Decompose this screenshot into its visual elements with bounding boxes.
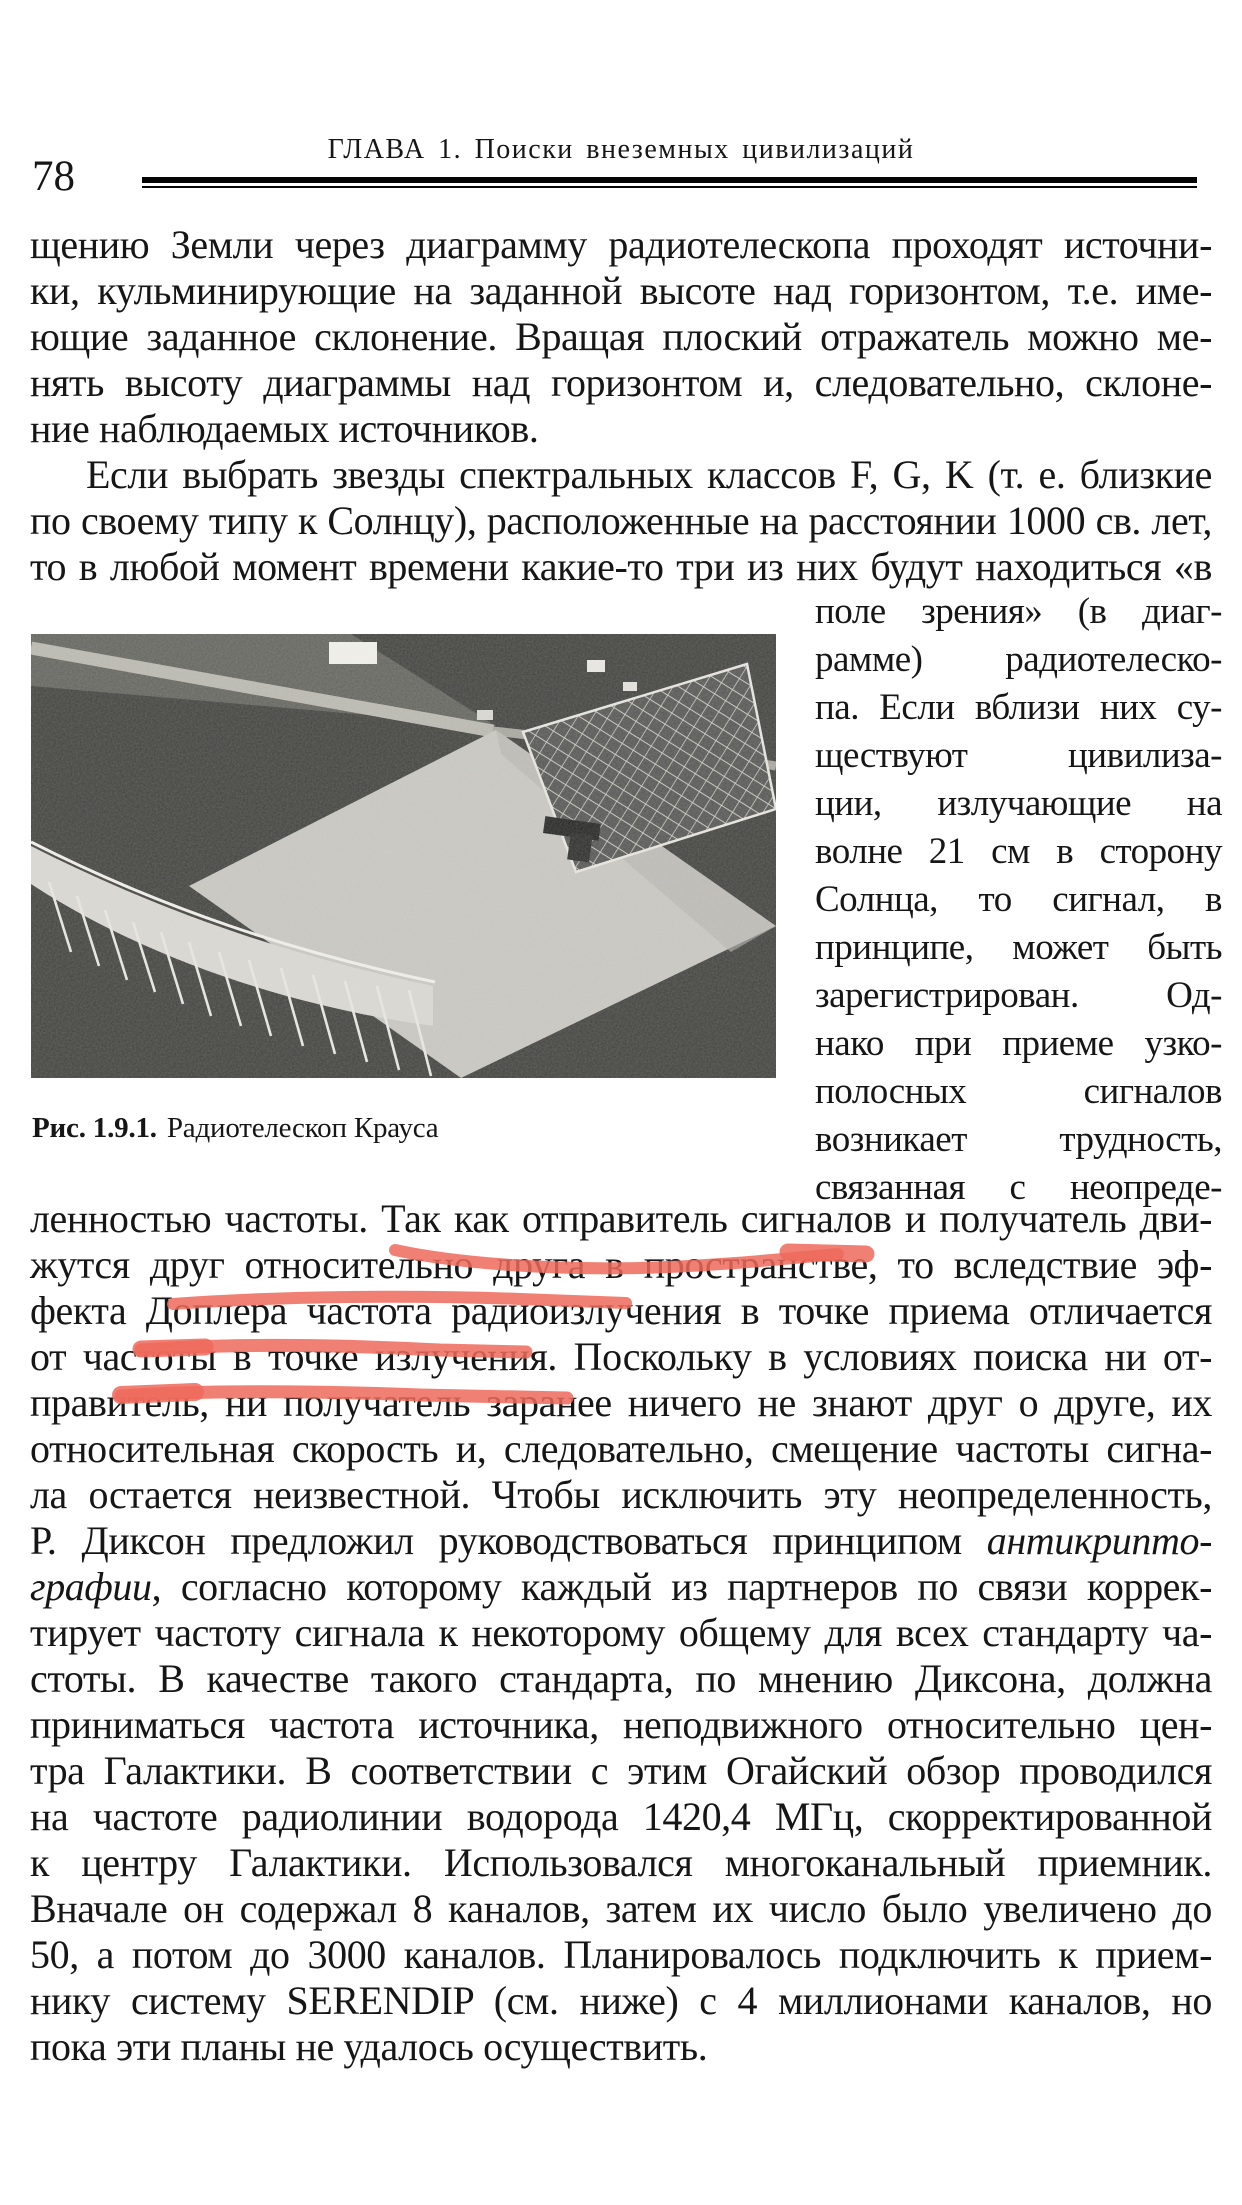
paragraph-2 [30, 452, 1212, 590]
text-line [30, 1518, 1212, 1564]
text-line: правитель, ни получатель заранее ничего не знают друг о друге, их [30, 1380, 1212, 1425]
text-line: щению Земли через диаграмму радиотелескопа проходят источни- [30, 222, 1212, 267]
text-line: ществуют цивилиза- [815, 735, 1222, 776]
page-number: 78 [32, 153, 75, 200]
column-text-beside-figure [815, 588, 1222, 1212]
text-line: пока эти планы не удалось осуществить. [30, 2024, 708, 2069]
text-line: поле зрения» (в диаг- [815, 591, 1222, 632]
text-line: ки, кульминирующие на заданной высоте над горизонтом, т.е. име- [30, 268, 1212, 313]
text-line: полосных сигналов [815, 1071, 1222, 1112]
italic-text-segment: антикрипто- [986, 1518, 1212, 1563]
figure-caption-label: Рис. 1.9.1. [32, 1112, 157, 1144]
chapter-title: ГЛАВА 1. Поиски внеземных цивилизаций [327, 134, 915, 165]
text-line: волне 21 см в сторону [815, 831, 1222, 872]
text-line: ла остается неизвестной. Чтобы исключить эту неопределенность, [30, 1472, 1212, 1517]
header-rule-thick [142, 177, 1197, 183]
text-line: стоты. В качестве такого стандарта, по мнению Диксона, должна [30, 1656, 1212, 1701]
text-line [30, 1564, 1212, 1610]
text-line: тирует частоту сигнала к некоторому общему для всех стандарту ча- [30, 1610, 1212, 1655]
paragraph-3 [30, 1196, 1212, 2070]
text-segment: , согласно которому каждый из партнеров по связи коррек- [151, 1564, 1212, 1609]
header-rule-thin [142, 186, 1197, 188]
figure-caption [32, 1112, 438, 1145]
text-line: на частоте радиолинии водорода 1420,4 МГц, скорректированной [30, 1794, 1212, 1839]
photo-grain-texture [31, 634, 776, 1078]
text-line: нять высоту диаграммы над горизонтом и, следовательно, склоне- [30, 360, 1212, 405]
text-line: Если выбрать звезды спектральных классов F, G, K (т. е. близкие [86, 452, 1212, 497]
text-segment: Р. Диксон предложил руководствоваться принципом [30, 1518, 987, 1563]
text-line: относительная скорость и, следовательно, смещение частоты сигна- [30, 1426, 1212, 1471]
text-line: ции, излучающие на [815, 783, 1222, 824]
text-line: по своему типу к Солнцу), расположенные на расстоянии 1000 св. лет, [30, 498, 1212, 543]
text-line: Вначале он содержал 8 каналов, затем их число было увеличено до [30, 1886, 1212, 1931]
text-line: принципе, может быть [815, 927, 1222, 968]
text-line: тра Галактики. В соответствии с этим Огайский обзор проводился [30, 1748, 1212, 1793]
text-line: приниматься частота источника, неподвижного относительно цен- [30, 1702, 1212, 1747]
text-line: то в любой момент времени какие-то три из них будут находиться «в [30, 544, 1212, 589]
paragraph-1 [30, 222, 1212, 452]
text-line: зарегистрирован. Од- [815, 975, 1222, 1016]
figure-caption-text: Радиотелескоп Крауса [166, 1112, 439, 1144]
text-line: возникает трудность, [815, 1119, 1222, 1160]
text-line: фекта Доплера частота радиоизлучения в точке приема отличается [30, 1288, 1212, 1333]
kraus-telescope-photo-drawing [31, 634, 776, 1078]
text-line: нако при приеме узко- [815, 1023, 1222, 1064]
text-line: от частоты в точке излучения. Поскольку в условиях поиска ни от- [30, 1334, 1212, 1379]
text-line: к центру Галактики. Использовался многоканальный приемник. [30, 1840, 1212, 1885]
text-line: Солнца, то сигнал, в [815, 879, 1222, 920]
text-line: па. Если вблизи них су- [815, 687, 1222, 728]
text-line: ленностью частоты. Так как отправитель сигналов и получатель дви- [30, 1196, 1212, 1241]
text-line: ющие заданное склонение. Вращая плоский отражатель можно ме- [30, 314, 1212, 359]
text-line: нику систему SERENDIP (см. ниже) с 4 миллионами каналов, но [30, 1978, 1212, 2023]
text-line: жутся друг относительно друга в пространстве, то вследствие эф- [30, 1242, 1212, 1287]
kraus-telescope-photo [31, 634, 776, 1078]
italic-text-segment: графии [30, 1564, 152, 1609]
text-line: 50, а потом до 3000 каналов. Планировалось подключить к прием- [30, 1932, 1212, 1977]
text-line: связанная с неопреде- [815, 1167, 1222, 1208]
text-line: ние наблюдаемых источников. [30, 406, 539, 451]
text-line: рамме) радиотелеско- [815, 639, 1222, 680]
